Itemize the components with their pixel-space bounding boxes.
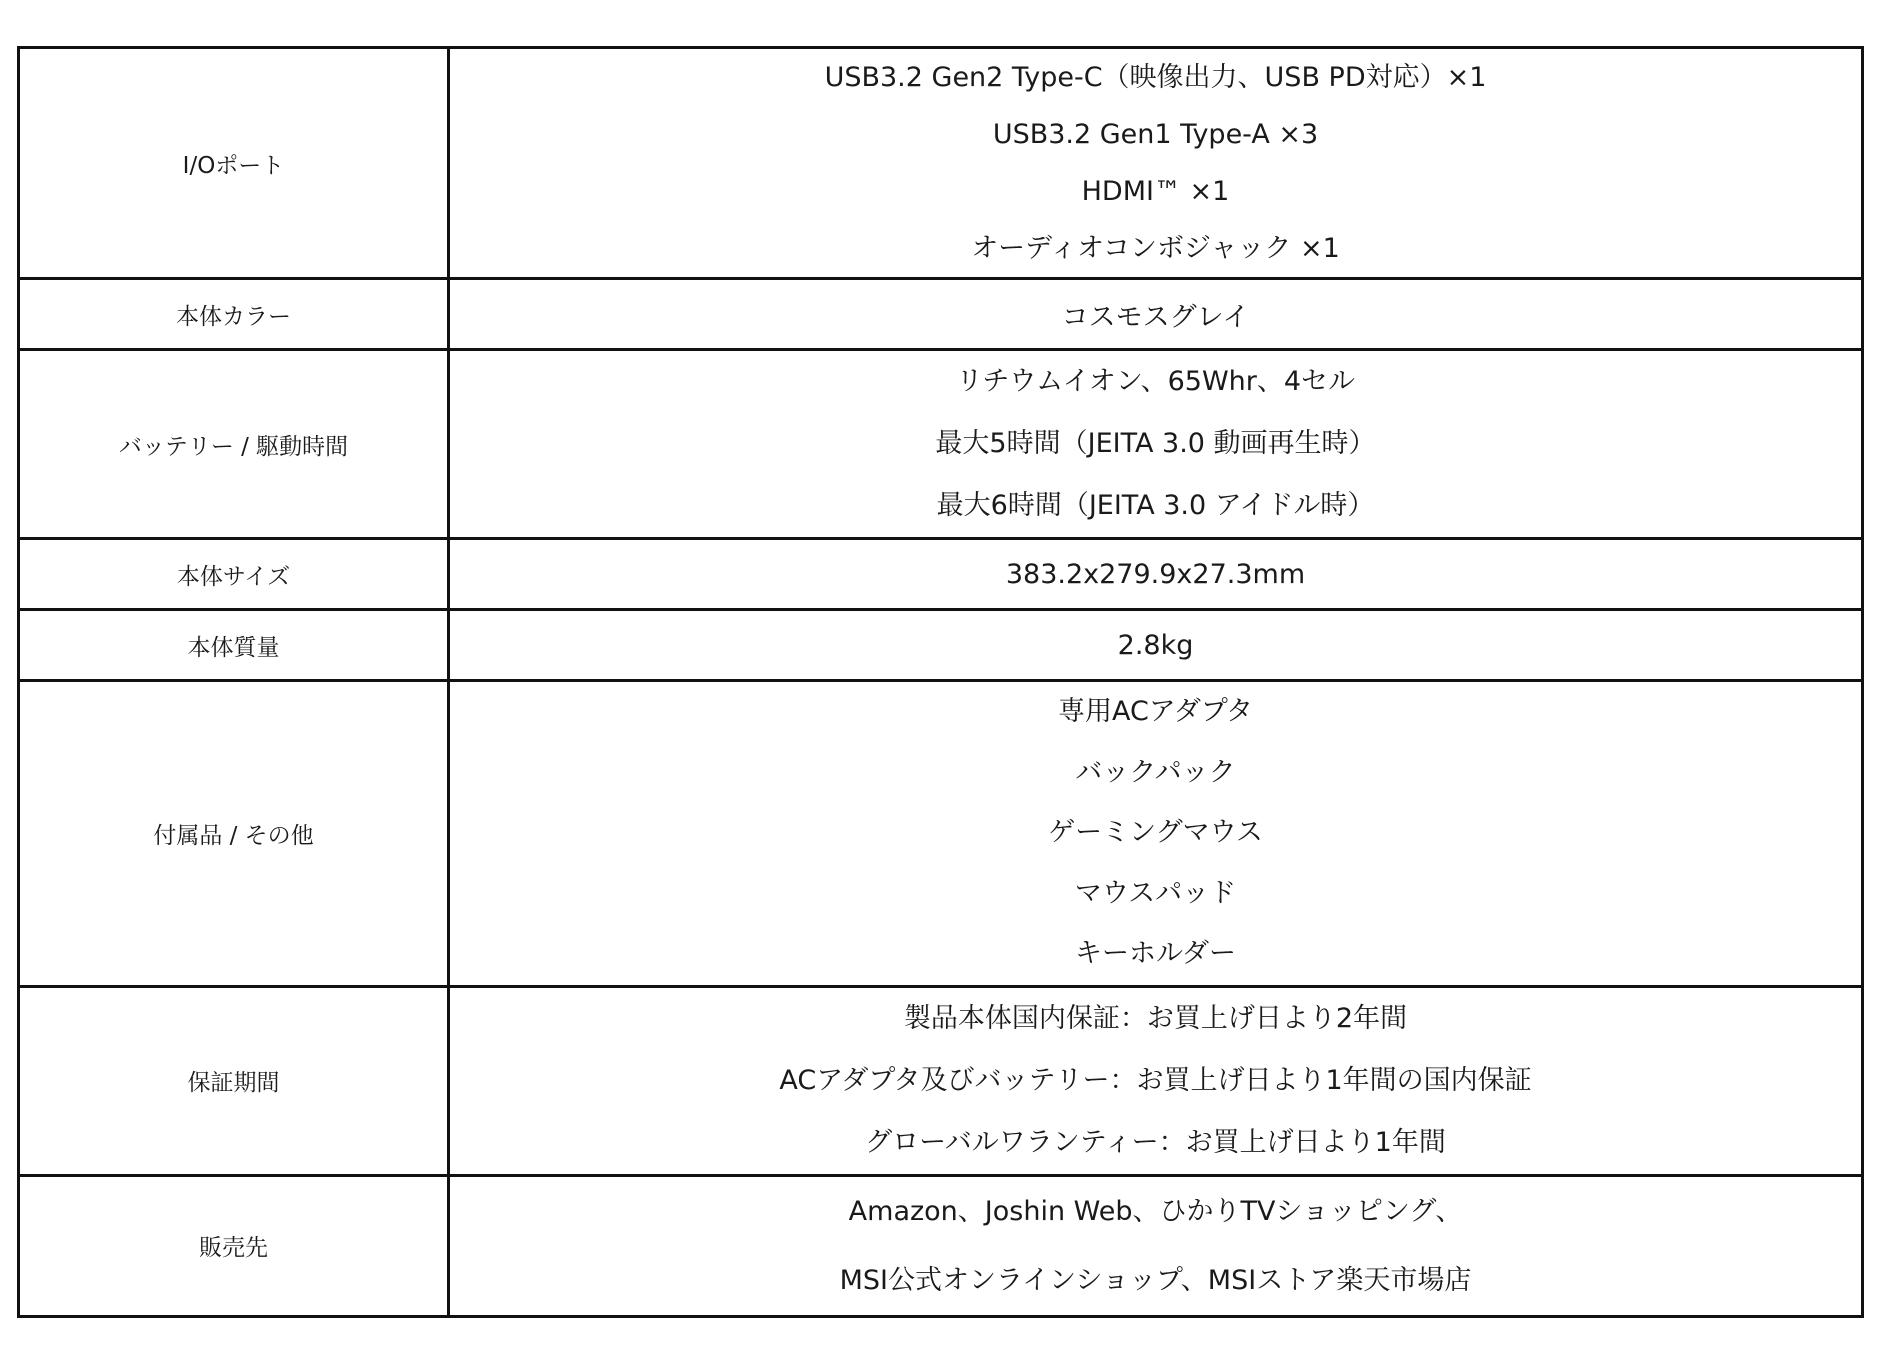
spec-value-line: 最大5時間（JEITA 3.0 動画再生時） <box>935 428 1376 459</box>
spec-row-io-ports <box>19 48 1863 279</box>
spec-row-warranty <box>19 986 1863 1175</box>
spec-value-line: ACアダプタ及びバッテリー：お買上げ日より1年間の国内保証 <box>779 1064 1532 1096</box>
spec-value <box>449 350 1863 539</box>
spec-value <box>449 1175 1863 1316</box>
spec-value-line: Amazon、Joshin Web、ひかりTVショッピング、 <box>848 1195 1463 1227</box>
spec-row-accessories <box>19 681 1863 987</box>
spec-value-line: マウスパッド <box>1074 877 1237 909</box>
spec-value-line: MSI公式オンラインショップ、MSIストア楽天市場店 <box>839 1264 1472 1296</box>
spec-value <box>449 279 1863 350</box>
spec-value-line: 専用ACアダプタ <box>1057 696 1254 727</box>
spec-label: バッテリー / 駆動時間 <box>19 350 449 539</box>
spec-value <box>449 681 1863 987</box>
spec-value-line: リチウムイオン、65Whr、4セル <box>955 366 1356 397</box>
spec-value <box>449 610 1863 681</box>
spec-value-line: ゲーミングマウス <box>1048 817 1263 848</box>
spec-row-size <box>19 539 1863 610</box>
spec-value-line: バックパック <box>1075 756 1236 788</box>
spec-value-line: キーホルダー <box>1075 938 1236 969</box>
spec-table <box>17 46 1864 1318</box>
spec-value-line: USB3.2 Gen1 Type-A ×3 <box>992 119 1319 150</box>
spec-row-battery <box>19 350 1863 539</box>
spec-value-line: 最大6時間（JEITA 3.0 アイドル時） <box>936 490 1375 521</box>
spec-label: 付属品 / その他 <box>19 681 449 987</box>
spec-label: 本体サイズ <box>19 539 449 610</box>
spec-value-line: HDMI™ ×1 <box>1081 176 1230 207</box>
spec-label: 本体質量 <box>19 610 449 681</box>
spec-value-line: USB3.2 Gen2 Type-C（映像出力、USB PD対応）×1 <box>824 62 1487 93</box>
spec-value <box>449 986 1863 1175</box>
spec-label: 販売先 <box>19 1175 449 1316</box>
spec-value-line: 383.2x279.9x27.3mm <box>1005 558 1306 590</box>
spec-label: I/Oポート <box>19 48 449 279</box>
spec-value-line: グローバルワランティー：お買上げ日より1年間 <box>865 1126 1446 1158</box>
spec-label: 本体カラー <box>19 279 449 350</box>
spec-row-weight <box>19 610 1863 681</box>
spec-value <box>449 48 1863 279</box>
spec-label: 保証期間 <box>19 986 449 1175</box>
spec-row-retailers <box>19 1175 1863 1316</box>
spec-row-color <box>19 279 1863 350</box>
spec-value-line: 2.8kg <box>1117 629 1194 661</box>
spec-value-line: 製品本体国内保証：お買上げ日より2年間 <box>903 1002 1408 1034</box>
spec-value <box>449 539 1863 610</box>
spec-value-line: オーディオコンボジャック ×1 <box>971 233 1340 264</box>
spec-value-line: コスモスグレイ <box>1061 301 1250 333</box>
